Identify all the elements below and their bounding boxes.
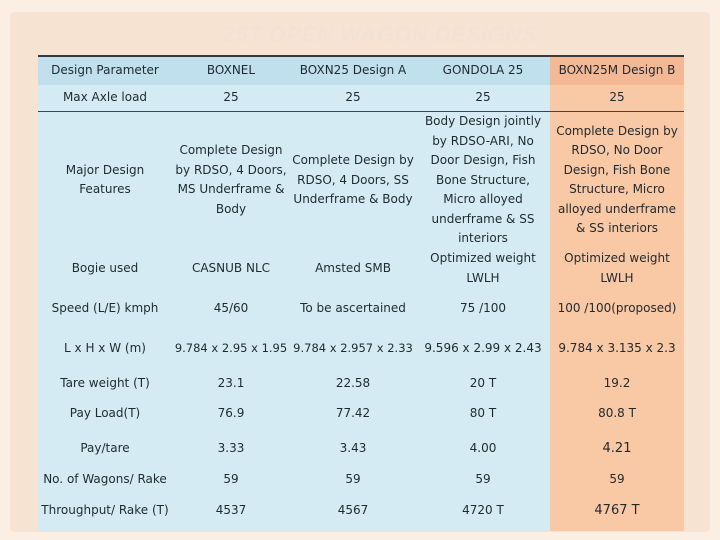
table-row — [38, 289, 684, 329]
row-label: Max Axle load — [38, 85, 172, 112]
table-cell: Complete Design by RDSO, 4 Doors, MS Underframe & Body — [172, 112, 290, 249]
table-cell: 25 — [290, 85, 416, 112]
table-cell: 9.784 x 2.957 x 2.33 — [290, 329, 416, 369]
table-cell: Amsted SMB — [290, 249, 416, 289]
table-row — [38, 112, 684, 249]
slide-title: 25T OPEN WAGON DESIGNS — [222, 22, 538, 47]
table-cell: 59 — [172, 469, 290, 491]
table-cell: 76.9 — [172, 399, 290, 429]
row-label: No. of Wagons/ Rake — [38, 469, 172, 491]
header-boxn25m-design-b: BOXN25M Design B — [550, 56, 684, 85]
table-row — [38, 399, 684, 429]
table-cell: Complete Design by RDSO, No Door Design, Fish Bone Structure, Micro alloyed underframe & SS interiors — [550, 112, 684, 249]
table-cell: 9.784 x 3.135 x 2.3 — [550, 329, 684, 369]
header-boxn25-design-a: BOXN25 Design A — [290, 56, 416, 85]
table-cell: 80.8 T — [550, 399, 684, 429]
table-cell: Optimized weight LWLH — [416, 249, 550, 289]
table-cell: 23.1 — [172, 369, 290, 399]
table-cell: 80 T — [416, 399, 550, 429]
row-label: L x H x W (m) — [38, 329, 172, 369]
row-label: Speed (L/E) kmph — [38, 289, 172, 329]
table-row — [38, 249, 684, 289]
table-cell: 25 — [172, 85, 290, 112]
header-gondola-25: GONDOLA 25 — [416, 56, 550, 85]
table-cell: 4567 — [290, 491, 416, 531]
table-cell: 25 — [416, 85, 550, 112]
table-cell: 4.00 — [416, 429, 550, 469]
table-cell: 9.784 x 2.95 x 1.95 — [172, 329, 290, 369]
table-cell: 59 — [550, 469, 684, 491]
row-label: Pay Load(T) — [38, 399, 172, 429]
table-cell: To be ascertained — [290, 289, 416, 329]
table-cell: CASNUB NLC — [172, 249, 290, 289]
header-boxnel: BOXNEL — [172, 56, 290, 85]
table-cell: 9.596 x 2.99 x 2.43 — [416, 329, 550, 369]
table-cell: 3.43 — [290, 429, 416, 469]
table-cell: 20 T — [416, 369, 550, 399]
table-cell: 25 — [550, 85, 684, 112]
row-label: Major Design Features — [38, 112, 172, 249]
header-design-parameter: Design Parameter — [38, 56, 172, 85]
row-label: Pay/tare — [38, 429, 172, 469]
table-cell: 77.42 — [290, 399, 416, 429]
table-cell: 4767 T — [550, 491, 684, 531]
table-row — [38, 491, 684, 531]
row-label: Bogie used — [38, 249, 172, 289]
table-row — [38, 469, 684, 491]
table-cell: Optimized weight LWLH — [550, 249, 684, 289]
table-cell: 75 /100 — [416, 289, 550, 329]
row-label: Throughput/ Rake (T) — [38, 491, 172, 531]
table-row — [38, 429, 684, 469]
table-cell: 22.58 — [290, 369, 416, 399]
table-row — [38, 369, 684, 399]
table-header-row — [38, 56, 684, 85]
table-row — [38, 85, 684, 112]
table-cell: 4537 — [172, 491, 290, 531]
row-label: Tare weight (T) — [38, 369, 172, 399]
table-cell: Complete Design by RDSO, 4 Doors, SS Underframe & Body — [290, 112, 416, 249]
table-cell: 59 — [416, 469, 550, 491]
table-row — [38, 329, 684, 369]
table-cell: 100 /100(proposed) — [550, 289, 684, 329]
design-comparison-table — [38, 55, 684, 531]
table-cell: 59 — [290, 469, 416, 491]
table-cell: 3.33 — [172, 429, 290, 469]
table-cell: 45/60 — [172, 289, 290, 329]
table-cell: 4.21 — [550, 429, 684, 469]
table-cell: 19.2 — [550, 369, 684, 399]
table-cell: Body Design jointly by RDSO-ARI, No Door Design, Fish Bone Structure, Micro alloyed underframe & SS interiors — [416, 112, 550, 249]
table-cell: 4720 T — [416, 491, 550, 531]
